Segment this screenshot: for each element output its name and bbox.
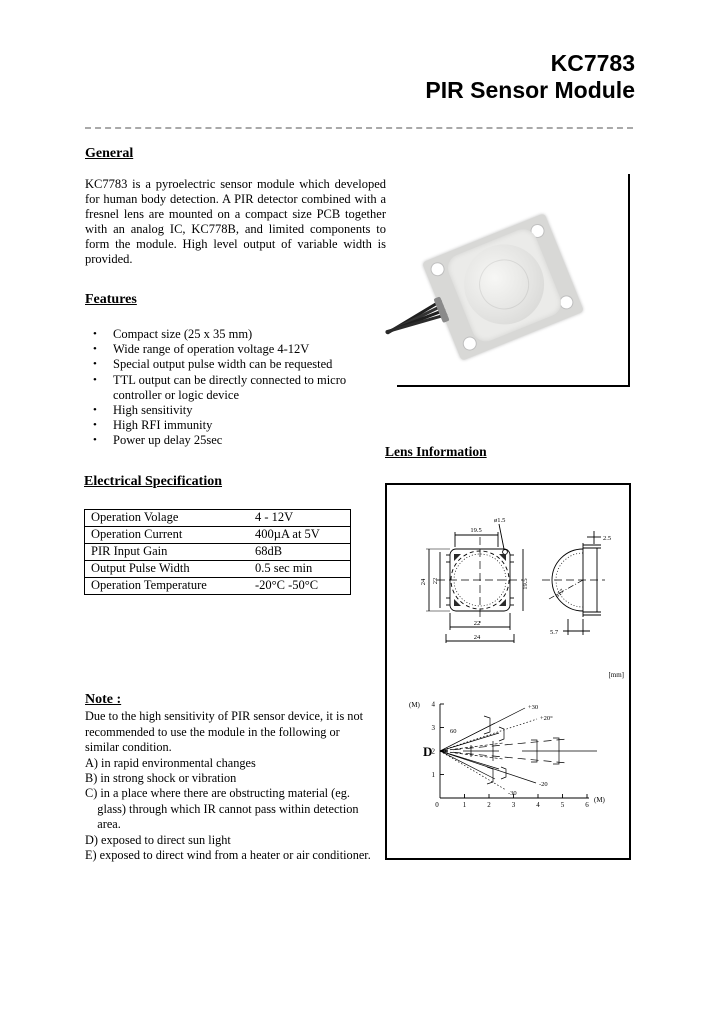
- header-divider: [85, 127, 633, 129]
- x-tick: 6: [585, 801, 589, 809]
- angle-plus30: +30: [528, 704, 539, 711]
- feature-item: • Power up delay 25sec: [85, 433, 377, 448]
- mounting-hole: [428, 260, 446, 278]
- dim-left-inner: 22: [432, 577, 439, 585]
- electrical-heading: Electrical Specification: [84, 474, 223, 489]
- product-photo-frame: [397, 174, 630, 387]
- angle-minus30: -30: [508, 790, 517, 797]
- dim-side-diameter: ø17: [553, 587, 566, 600]
- x-tick: 3: [511, 801, 516, 809]
- note-line: recommended to use the module in the following or: [85, 724, 340, 739]
- dim-side-flange: 2.5: [603, 535, 612, 542]
- dim-side-depth: 5.7: [550, 629, 559, 636]
- dim-right-height: 19.5: [522, 578, 529, 590]
- lens-dimension-diagram: [387, 485, 629, 683]
- spec-value: 0.5 sec min: [255, 561, 313, 575]
- note-line: similar condition.: [85, 740, 172, 755]
- fresnel-dome-ring: [472, 252, 537, 317]
- dim-top-width: 19.5: [470, 527, 482, 534]
- spec-row: [85, 544, 351, 561]
- y-tick: 3: [431, 724, 435, 732]
- lens-side-view: [542, 531, 605, 635]
- note-line: glass) through which IR cannot pass within detection: [85, 801, 359, 816]
- pir-module-photo: [422, 213, 584, 361]
- spec-label: PIR Input Gain: [91, 544, 168, 558]
- note-line: C) in a place where there are obstructing material (eg.: [85, 786, 350, 801]
- fresnel-dome: [452, 232, 556, 336]
- lens-cap: [444, 225, 566, 346]
- dim-left-outer: 24: [420, 578, 427, 586]
- feature-item: • Wide range of operation voltage 4-12V: [85, 342, 377, 357]
- x-tick: 5: [560, 801, 565, 809]
- note-body: [85, 709, 425, 863]
- origin-label: 0: [435, 801, 439, 809]
- lens-info-heading: Lens Information: [385, 444, 487, 459]
- product-name: PIR Sensor Module: [425, 77, 635, 103]
- note-section: [85, 692, 425, 863]
- features-section: [85, 292, 377, 449]
- spec-label: Operation Volage: [91, 510, 179, 524]
- y-tick: 1: [431, 771, 435, 779]
- general-heading: General: [85, 146, 134, 161]
- dim-hole-diameter: ø1.5: [494, 517, 506, 524]
- spec-row: [85, 527, 351, 544]
- x-axis-label: (M): [594, 796, 605, 804]
- feature-item: • TTL output can be directly connected to micro controller or logic device: [85, 373, 377, 403]
- zone-label: 60: [450, 728, 457, 735]
- y-tick: 4: [431, 700, 435, 709]
- note-line: Due to the high sensitivity of PIR sensor device, it is not: [85, 709, 364, 724]
- beam-pattern: [440, 708, 597, 790]
- x-tick: 4: [536, 801, 540, 809]
- feature-item: • High sensitivity: [85, 403, 377, 418]
- spec-row: [85, 578, 351, 595]
- y-tick: 2: [431, 747, 435, 756]
- feature-item: • Special output pulse width can be requested: [85, 357, 377, 372]
- x-tick: 2: [487, 801, 491, 809]
- note-line: A) in rapid environmental changes: [85, 755, 256, 770]
- spec-label: Operation Temperature: [91, 578, 207, 592]
- x-tick: 1: [462, 801, 467, 809]
- spec-value: 400µA at 5V: [255, 527, 320, 541]
- sensor-symbol: D: [423, 744, 433, 759]
- spec-label: Operation Current: [91, 527, 183, 541]
- features-heading: Features: [85, 292, 137, 307]
- note-line: B) in strong shock or vibration: [85, 771, 237, 786]
- spec-row: [85, 561, 351, 578]
- note-line: E) exposed to direct wind from a heater or air conditioner.: [85, 848, 371, 863]
- dim-bottom-outer: 24: [473, 634, 481, 641]
- note-line: area.: [85, 817, 121, 832]
- note-heading: Note :: [85, 692, 122, 707]
- spec-label: Output Pulse Width: [91, 561, 190, 575]
- angle-minus20: -20: [539, 781, 548, 788]
- feature-item: • High RFI immunity: [85, 418, 377, 433]
- page-title: [0, 50, 635, 104]
- dim-units: [mm]: [608, 671, 624, 679]
- spec-value: 4 - 12V: [255, 510, 294, 524]
- electrical-section: [84, 474, 351, 595]
- features-list: [85, 327, 377, 449]
- part-number: KC7783: [550, 50, 635, 76]
- electrical-spec-table: [84, 509, 351, 595]
- feature-item: • Compact size (25 x 35 mm): [85, 327, 377, 342]
- general-section: [85, 146, 386, 267]
- angle-plus20: +20°: [540, 715, 553, 722]
- y-axis-label: (M): [409, 701, 420, 709]
- spec-value: 68dB: [255, 544, 283, 558]
- spec-row: [85, 510, 351, 527]
- note-line: D) exposed to direct sun light: [85, 832, 231, 847]
- dim-bottom-inner: 22: [473, 620, 481, 627]
- spec-value: -20°C -50°C: [255, 578, 319, 592]
- general-body: KC7783 is a pyroelectric sensor module which developed for human body detection. A PIR detector combined with a fresnel lens are mounted on a compact size PCB together with an analog IC, KC778B, and limited components to form the module. High level output of variable width is provided.: [85, 177, 386, 266]
